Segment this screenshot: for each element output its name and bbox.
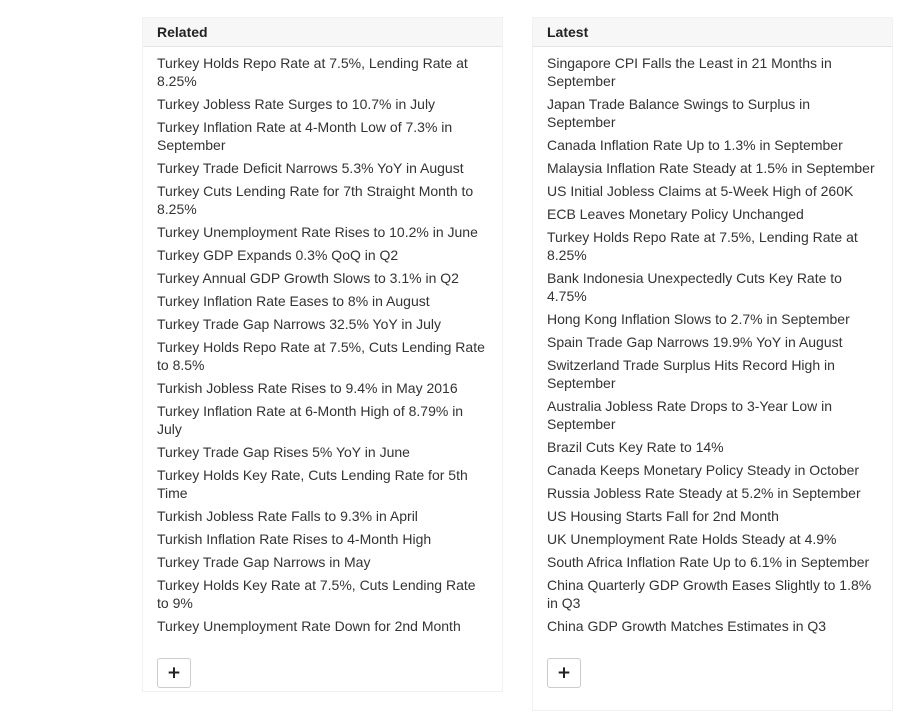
related-news-list xyxy=(143,47,502,635)
latest-news-link[interactable]: Canada Keeps Monetary Policy Steady in October xyxy=(547,462,860,478)
related-news-link[interactable]: Turkey Cuts Lending Rate for 7th Straight Month to 8.25% xyxy=(157,183,474,217)
latest-news-link[interactable]: Bank Indonesia Unexpectedly Cuts Key Rate to 4.75% xyxy=(547,270,842,304)
latest-news-link[interactable]: Canada Inflation Rate Up to 1.3% in September xyxy=(547,137,843,153)
related-news-link[interactable]: Turkey Holds Repo Rate at 7.5%, Lending Rate at 8.25% xyxy=(157,55,468,89)
latest-news-link[interactable]: Malaysia Inflation Rate Steady at 1.5% in September xyxy=(547,160,875,176)
related-news-link[interactable]: Turkey Jobless Rate Surges to 10.7% in July xyxy=(157,96,436,112)
related-news-link[interactable]: Turkey Annual GDP Growth Slows to 3.1% in Q2 xyxy=(157,270,459,286)
related-more-button[interactable]: + xyxy=(157,658,191,688)
latest-news-link[interactable]: US Initial Jobless Claims at 5-Week High of 260K xyxy=(547,183,854,199)
latest-news-link[interactable]: Russia Jobless Rate Steady at 5.2% in September xyxy=(547,485,861,501)
related-news-link[interactable]: Turkey Trade Deficit Narrows 5.3% YoY in August xyxy=(157,160,464,176)
latest-news-link[interactable]: Switzerland Trade Surplus Hits Record High in September xyxy=(547,357,835,391)
related-news-link[interactable]: Turkey Trade Gap Narrows 32.5% YoY in July xyxy=(157,316,442,332)
related-news-link[interactable]: Turkey GDP Expands 0.3% QoQ in Q2 xyxy=(157,247,399,263)
latest-news-link[interactable]: Turkey Holds Repo Rate at 7.5%, Lending Rate at 8.25% xyxy=(547,229,858,263)
related-news-link[interactable]: Turkish Jobless Rate Falls to 9.3% in April xyxy=(157,508,418,524)
latest-news-link[interactable]: ECB Leaves Monetary Policy Unchanged xyxy=(547,206,804,222)
latest-news-link[interactable]: Japan Trade Balance Swings to Surplus in September xyxy=(547,96,811,130)
latest-panel xyxy=(532,17,893,711)
latest-news-link[interactable]: China Quarterly GDP Growth Eases Slightly to 1.8% in Q3 xyxy=(547,577,872,611)
related-news-link[interactable]: Turkey Unemployment Rate Rises to 10.2% in June xyxy=(157,224,478,240)
related-news-link[interactable]: Turkish Inflation Rate Rises to 4-Month High xyxy=(157,531,432,547)
related-news-link[interactable]: Turkey Inflation Rate at 4-Month Low of 7.3% in September xyxy=(157,119,453,153)
related-news-link[interactable]: Turkey Inflation Rate at 6-Month High of 8.79% in July xyxy=(157,403,464,437)
related-news-link[interactable]: Turkey Holds Key Rate, Cuts Lending Rate for 5th Time xyxy=(157,467,468,501)
related-news-link[interactable]: Turkish Jobless Rate Rises to 9.4% in May 2016 xyxy=(157,380,458,396)
latest-news-link[interactable]: Brazil Cuts Key Rate to 14% xyxy=(547,439,724,455)
latest-news-link[interactable]: Spain Trade Gap Narrows 19.9% YoY in August xyxy=(547,334,843,350)
related-news-link[interactable]: Turkey Inflation Rate Eases to 8% in August xyxy=(157,293,430,309)
latest-news-link[interactable]: South Africa Inflation Rate Up to 6.1% in September xyxy=(547,554,870,570)
latest-news-link[interactable]: US Housing Starts Fall for 2nd Month xyxy=(547,508,779,524)
latest-more-button[interactable]: + xyxy=(547,658,581,688)
related-news-link[interactable]: Turkey Holds Key Rate at 7.5%, Cuts Lending Rate to 9% xyxy=(157,577,476,611)
latest-news-link[interactable]: Hong Kong Inflation Slows to 2.7% in September xyxy=(547,311,850,327)
related-news-link[interactable]: Turkey Unemployment Rate Down for 2nd Month xyxy=(157,618,461,634)
latest-news-link[interactable]: China GDP Growth Matches Estimates in Q3 xyxy=(547,618,827,634)
latest-news-link[interactable]: Australia Jobless Rate Drops to 3-Year Low in September xyxy=(547,398,833,432)
related-news-link[interactable]: Turkey Holds Repo Rate at 7.5%, Cuts Lending Rate to 8.5% xyxy=(157,339,485,373)
latest-news-link[interactable]: Singapore CPI Falls the Least in 21 Months in September xyxy=(547,55,832,89)
latest-panel-title: Latest xyxy=(533,18,892,47)
related-panel-title: Related xyxy=(143,18,502,47)
latest-news-link[interactable]: UK Unemployment Rate Holds Steady at 4.9% xyxy=(547,531,837,547)
latest-news-list xyxy=(533,47,892,635)
related-news-link[interactable]: Turkey Trade Gap Narrows in May xyxy=(157,554,371,570)
related-panel xyxy=(142,17,503,692)
related-news-link[interactable]: Turkey Trade Gap Rises 5% YoY in June xyxy=(157,444,410,460)
